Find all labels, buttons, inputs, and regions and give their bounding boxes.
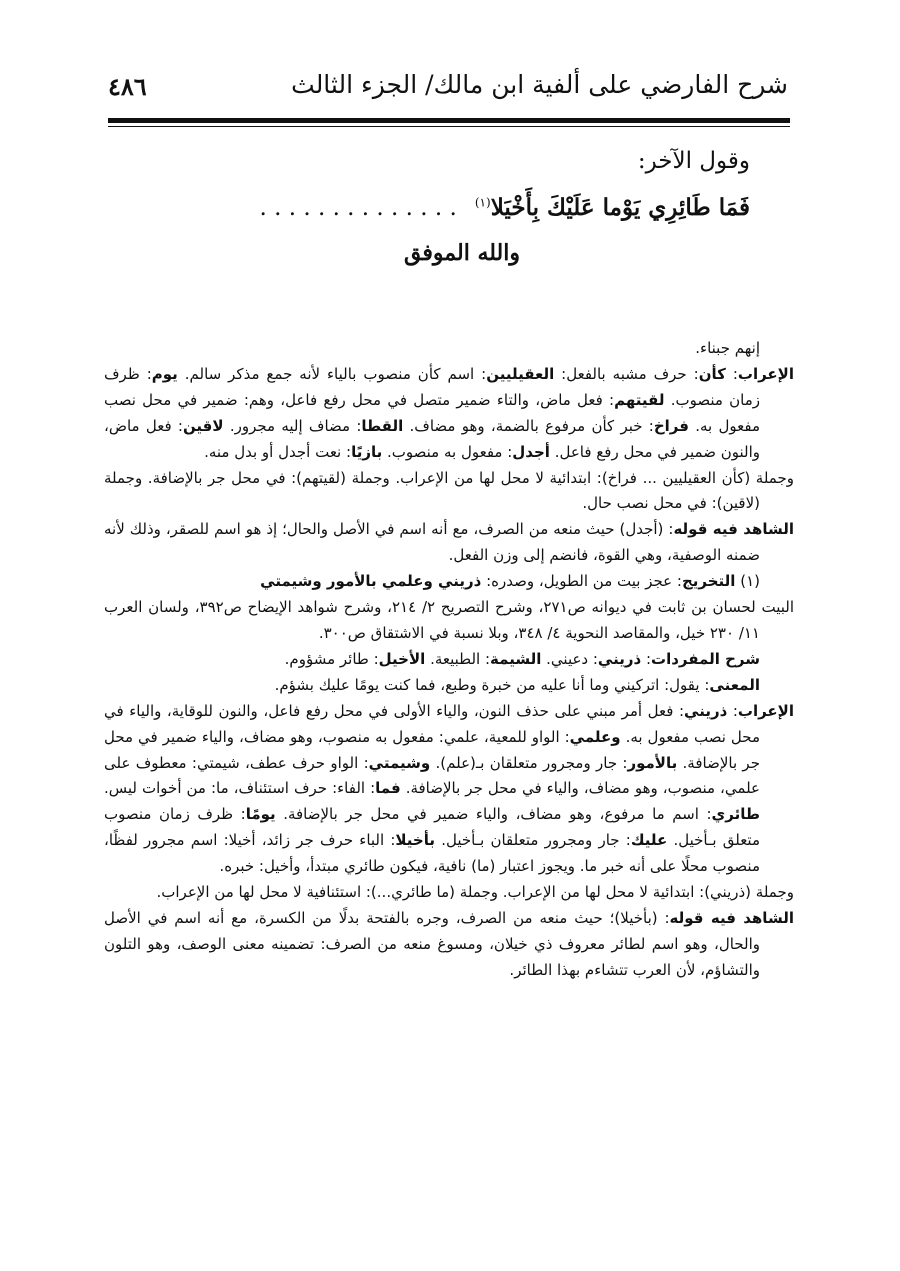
note-mufradat [104, 647, 794, 673]
text: : الفاء: حرف استئناف، ما: من أخوات ليس. [104, 779, 376, 798]
text: : فعل أمر مبني على حذف النون، والياء الأولى في محل رفع فاعل، والنون للوقاية، والياء في محل نصب مفعول به. [104, 701, 760, 746]
note-takhrij [104, 569, 794, 595]
text: : الباء حرف جر زائد، أخيلا: اسم مجرور لفظًا، منصوب محلًا على أنه خبر ما. ويجوز اعتبار (ما) نافية، فيكون طائري مبتدأ، وأخيل: خبره. [104, 831, 760, 876]
term: عليك [630, 831, 668, 850]
note-shahid-2 [104, 906, 794, 984]
term: يوم [151, 364, 178, 383]
text: : فعل ماض، والنون ضمير في محل رفع فاعل. [104, 416, 760, 461]
term: بازيًا [351, 442, 383, 461]
footnote-number: (١) [740, 572, 760, 591]
text: : حرف مشبه بالفعل: [554, 364, 699, 383]
page-number: ٤٨٦ [108, 72, 147, 101]
term: الشيمة [490, 649, 542, 668]
header-rule-thin [108, 126, 790, 127]
term: فما [375, 779, 401, 798]
term: لاقين [182, 416, 224, 435]
footnote-ref[interactable]: (١) [474, 195, 491, 210]
text: : ظرف زمان منصوب متعلق بـأخيل. [104, 805, 760, 850]
term: كأن [698, 364, 726, 383]
text: : يقول: اتركيني وما أنا عليه من خبرة وطبع، فما كنت يومًا عليك بشؤم. [274, 675, 710, 694]
text: : [641, 649, 652, 668]
text: : الواو حرف عطف، شيمتي: معطوف على علمي، منصوب، وهو مضاف، والياء في محل جر بالإضافة. [104, 753, 760, 798]
note-irab-1 [104, 362, 794, 466]
intro-line: وقول الآخر: [637, 148, 750, 174]
note-source: البيت لحسان بن ثابت في ديوانه ص٢٧١، وشرح التصريح ٢/ ٢١٤، وشرح شواهد الإيضاح ص٣٩٢، ولسان العرب ١١/ ٢٣٠ خيل، والمقاصد النحوية ٤/ ٣٤٨، وبلا نسبة في الاشتقاق ص٣٠٠. [104, 598, 794, 642]
running-title: شرح الفارضي على ألفية ابن مالك/ الجزء الثالث [291, 70, 788, 99]
text: : مفعول به منصوب. [382, 442, 513, 461]
term: لقيتهم [614, 390, 665, 409]
term: طائري [711, 805, 760, 824]
term: أجدل [512, 442, 550, 461]
note-jumla-2: وجملة (ذريني): ابتدائية لا محل لها من الإعراب. وجملة (ما طائري...): استئنافية لا محل لها من الإعراب. [156, 883, 794, 902]
text: : (أجدل) حيث منعه من الصرف، مع أنه اسم في الأصل والحال؛ إذ هو اسم للصقر، وذلك لأنه ضمنه الوصفية، وهي القوة، فانضم إلى وزن الفعل. [104, 520, 760, 565]
text: : اسم كأن منصوب بالياء لأنه جمع مذكر سالم. [177, 364, 487, 383]
label: شرح المفردات [651, 649, 760, 668]
term: ذريني [597, 649, 642, 668]
verse-ellipsis: . . . . . . . . . . . . . . [259, 195, 457, 221]
note-jumla-1: وجملة (كأن العقيليين ... فراخ): ابتدائية لا محل لها من الإعراب. وجملة (لقيتهم): في محل جر بالإضافة. وجملة (لاقين): في محل نصب حال. [104, 468, 794, 513]
text: : اسم ما مرفوع، وهو مضاف، والياء ضمير في محل جر بالإضافة. [275, 805, 712, 824]
footnotes [104, 336, 794, 984]
term: بأخيلا [395, 831, 436, 850]
text: : فعل ماض، والتاء ضمير متصل في محل رفع فاعل، وهم: ضمير في محل نصب مفعول به. [104, 390, 760, 435]
header-rule-thick [108, 118, 790, 123]
label: الشاهد فيه قوله [673, 520, 794, 539]
text: : (بأخيلا)؛ حيث منعه من الصرف، وجره بالفتحة بدلًا من الكسرة، مع أنه اسم في الأصل والحال، وهو اسم لطائر معروف ذي خيلان، ومسوغ منعه من الصرف: تضمينه معنى الوصف، وهو التلون والتشاؤم، لأن العرب تتشاءم بهذا الطائر. [104, 908, 760, 979]
term: يومًا [245, 805, 276, 824]
term: العقيليين [486, 364, 555, 383]
verse-line [150, 194, 750, 221]
text: : [725, 364, 738, 383]
label: الشاهد فيه قوله [669, 908, 794, 927]
text: : خبر كأن مرفوع بالضمة، وهو مضاف. [403, 416, 654, 435]
text: : دعيني. [541, 649, 598, 668]
text: : الطبيعة. [425, 649, 491, 668]
text: : مضاف إليه مجرور. [223, 416, 362, 435]
verse-hemistich: فَمَا طَائِرِي يَوْما عَلَيْكَ بِأَخْيَلا [490, 194, 750, 221]
term: ذريني [684, 701, 728, 720]
text: : نعت أجدل أو بدل منه. [204, 442, 352, 461]
note-shahid-1 [104, 517, 794, 569]
term: وشيمتي [368, 753, 431, 772]
note-mana [104, 673, 794, 699]
note-irab-2 [104, 699, 794, 880]
term: ذريني وعلمي بالأمور وشيمتي [260, 572, 482, 591]
term: القطا [361, 416, 404, 435]
text: : ظرف زمان منصوب. [104, 364, 760, 409]
term: الأخيل [378, 649, 426, 668]
label: الإعراب [737, 364, 794, 383]
label: التخريج [681, 572, 736, 591]
note-continuation: إنهم جبناء. [695, 339, 760, 357]
text: : عجز بيت من الطويل، وصدره: [481, 572, 682, 591]
page-header [108, 62, 788, 116]
text: : جار ومجرور متعلقان بـأخيل. [435, 831, 631, 850]
term: بالأمور [627, 753, 678, 772]
text: : طائر مشؤوم. [284, 649, 379, 668]
label: المعنى [709, 675, 760, 694]
text: : [727, 701, 738, 720]
term: وعلمي [569, 727, 621, 746]
text: : الواو للمعية، علمي: مفعول به منصوب، وهو مضاف، والياء ضمير في محل جر بالإضافة. [104, 727, 760, 772]
label: الإعراب [737, 701, 794, 720]
term: فراخ [653, 416, 689, 435]
closing-phrase: والله الموفق [404, 240, 520, 266]
text: : جار ومجرور متعلقان بـ(علم). [430, 753, 628, 772]
